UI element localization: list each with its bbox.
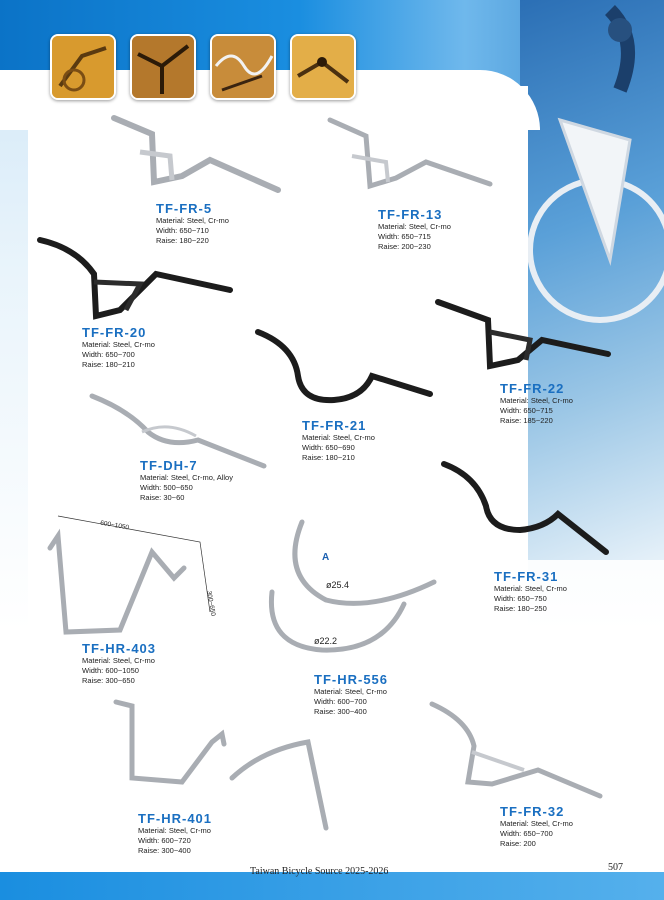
thumbnail-4 xyxy=(290,34,356,100)
handlebar-image-fr31 xyxy=(440,458,612,558)
product-hr556 xyxy=(314,672,388,717)
product-material: Material: Steel, Cr-mo xyxy=(500,396,573,405)
product-hr403 xyxy=(82,641,156,686)
product-fr21 xyxy=(302,418,375,463)
product-raise: Raise: 300~400 xyxy=(314,707,367,716)
product-raise: Raise: 180~220 xyxy=(156,236,209,245)
product-material: Material: Steel, Cr-mo, Alloy xyxy=(140,473,233,482)
bike-handlebar-photo-4-icon xyxy=(292,36,354,98)
product-width: Width: 500~650 xyxy=(140,483,193,492)
product-width: Width: 600~700 xyxy=(314,697,367,706)
product-material: Material: Steel, Cr-mo xyxy=(156,216,229,225)
product-fr20 xyxy=(82,325,155,370)
thumbnail-3 xyxy=(210,34,276,100)
product-material: Material: Steel, Cr-mo xyxy=(314,687,387,696)
product-raise: Raise: 300~650 xyxy=(82,676,135,685)
handlebar-image-fr5 xyxy=(110,112,290,202)
product-model: TF-HR-403 xyxy=(82,641,157,656)
product-width: Width: 600~720 xyxy=(138,836,191,845)
bike-handlebar-photo-1-icon xyxy=(52,36,114,98)
dimension-height-label: 300~650 xyxy=(205,590,217,617)
dimension-width-label: 600~1050 xyxy=(99,519,130,532)
product-fr5 xyxy=(156,201,229,246)
handlebar-image-hr556 xyxy=(262,516,442,656)
product-model: TF-FR-21 xyxy=(302,418,367,433)
product-material: Material: Steel, Cr-mo xyxy=(302,433,375,442)
product-dh7 xyxy=(140,458,233,503)
product-raise: Raise: 180~250 xyxy=(494,604,547,613)
product-width: Width: 650~700 xyxy=(500,829,553,838)
product-fr32 xyxy=(500,804,573,849)
page-number: 507 xyxy=(608,862,623,873)
diameter-label-1: ø25.4 xyxy=(326,580,350,590)
product-model: TF-FR-13 xyxy=(378,207,443,222)
product-material: Material: Steel, Cr-mo xyxy=(494,584,567,593)
product-raise: Raise: 200 xyxy=(500,839,536,848)
handlebar-image-fr32 xyxy=(428,700,604,804)
product-width: Width: 650~710 xyxy=(156,226,209,235)
thumbnail-2 xyxy=(130,34,196,100)
product-material: Material: Steel, Cr-mo xyxy=(82,656,155,665)
product-raise: Raise: 200~230 xyxy=(378,242,431,251)
diameter-label-2: ø22.2 xyxy=(314,636,338,646)
product-model: TF-FR-31 xyxy=(494,569,559,584)
product-width: Width: 650~715 xyxy=(378,232,431,241)
footer-title: Taiwan Bicycle Source 2025-2026 xyxy=(250,866,389,877)
handlebar-image-fr21 xyxy=(254,326,436,410)
handlebar-image-fr22 xyxy=(434,296,614,376)
handlebar-image-fr20 xyxy=(36,234,236,324)
product-fr13 xyxy=(378,207,451,252)
handlebar-image-hr403 xyxy=(44,512,220,642)
product-model: TF-FR-22 xyxy=(500,381,565,396)
marker-label: A xyxy=(322,552,330,563)
bike-handlebar-photo-3-icon xyxy=(212,36,274,98)
product-model: TF-FR-32 xyxy=(500,804,565,819)
product-width: Width: 650~715 xyxy=(500,406,553,415)
product-material: Material: Steel, Cr-mo xyxy=(378,222,451,231)
product-width: Width: 600~1050 xyxy=(82,666,139,675)
product-model: TF-FR-20 xyxy=(82,325,147,340)
product-model: TF-DH-7 xyxy=(140,458,198,473)
product-width: Width: 650~700 xyxy=(82,350,135,359)
product-raise: Raise: 30~60 xyxy=(140,493,185,502)
product-raise: Raise: 300~400 xyxy=(138,846,191,855)
product-fr31 xyxy=(494,569,567,614)
product-width: Width: 650~690 xyxy=(302,443,355,452)
thumbnail-1 xyxy=(50,34,116,100)
product-raise: Raise: 180~210 xyxy=(82,360,135,369)
product-material: Material: Steel, Cr-mo xyxy=(138,826,211,835)
product-model: TF-FR-5 xyxy=(156,201,213,216)
product-raise: Raise: 185~220 xyxy=(500,416,553,425)
product-fr22 xyxy=(500,381,573,426)
handlebar-image-fr13 xyxy=(326,116,496,196)
product-raise: Raise: 180~210 xyxy=(302,453,355,462)
product-model: TF-HR-556 xyxy=(314,672,389,687)
product-material: Material: Steel, Cr-mo xyxy=(82,340,155,349)
product-model: TF-HR-401 xyxy=(138,811,213,826)
product-width: Width: 650~750 xyxy=(494,594,547,603)
product-material: Material: Steel, Cr-mo xyxy=(500,819,573,828)
product-hr401 xyxy=(138,811,212,856)
bike-handlebar-photo-2-icon xyxy=(132,36,194,98)
